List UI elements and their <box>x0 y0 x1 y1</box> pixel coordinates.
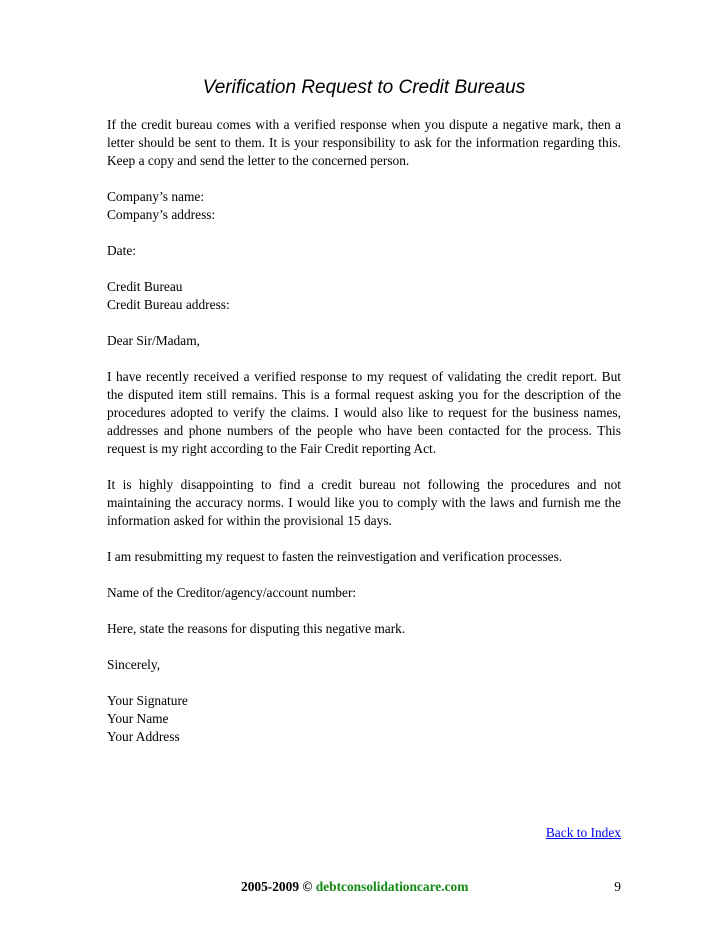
closing: Sincerely, <box>107 657 161 672</box>
bureau-label: Credit Bureau <box>107 279 183 294</box>
salutation: Dear Sir/Madam, <box>107 333 200 348</box>
page-title: Verification Request to Credit Bureaus <box>202 77 526 98</box>
bureau-address-label: Credit Bureau address: <box>107 297 230 312</box>
date-label: Date: <box>107 243 136 258</box>
back-to-index-link[interactable]: Back to Index <box>545 825 621 840</box>
body-paragraph-1: I have recently received a verified response to my request of validating the credit report. But the disputed item still remains. This is a formal request asking you for the description of the procedures adopted to verify the claims. I would also like to request for the business names, addresses and phone numbers of the people who have been contacted for the process. This request is my right according to the Fair Credit reporting Act. <box>107 369 621 456</box>
page-number: 9 <box>614 879 621 894</box>
footer-copyright-text: 2005-2009 © <box>241 879 313 894</box>
company-name-label: Company’s name: <box>107 189 205 204</box>
bureau-block <box>107 278 621 314</box>
body-paragraph-2: It is highly disappointing to find a credit bureau not following the procedures and not maintaining the accuracy norms. I would like you to comply with the laws and furnish me the information asked for within the provisional 15 days. <box>107 477 621 528</box>
company-address-label: Company’s address: <box>107 207 216 222</box>
name-line: Your Name <box>107 711 169 726</box>
letter-body <box>107 116 621 764</box>
signature-line: Your Signature <box>107 693 188 708</box>
reasons-label: Here, state the reasons for disputing this negative mark. <box>107 621 406 636</box>
signature-block <box>107 692 621 746</box>
intro-paragraph: If the credit bureau comes with a verified response when you dispute a negative mark, then a letter should be sent to them. It is your responsibility to ask for the information regarding this. Keep a copy and send the letter to the concerned person. <box>107 117 621 168</box>
company-block <box>107 188 621 224</box>
footer-site-link[interactable]: debtconsolidationcare.com <box>315 879 469 894</box>
address-line: Your Address <box>107 729 180 744</box>
body-paragraph-3: I am resubmitting my request to fasten the reinvestigation and verification processes. <box>107 549 563 564</box>
footer-copyright <box>241 878 468 896</box>
creditor-label: Name of the Creditor/agency/account number: <box>107 585 357 600</box>
